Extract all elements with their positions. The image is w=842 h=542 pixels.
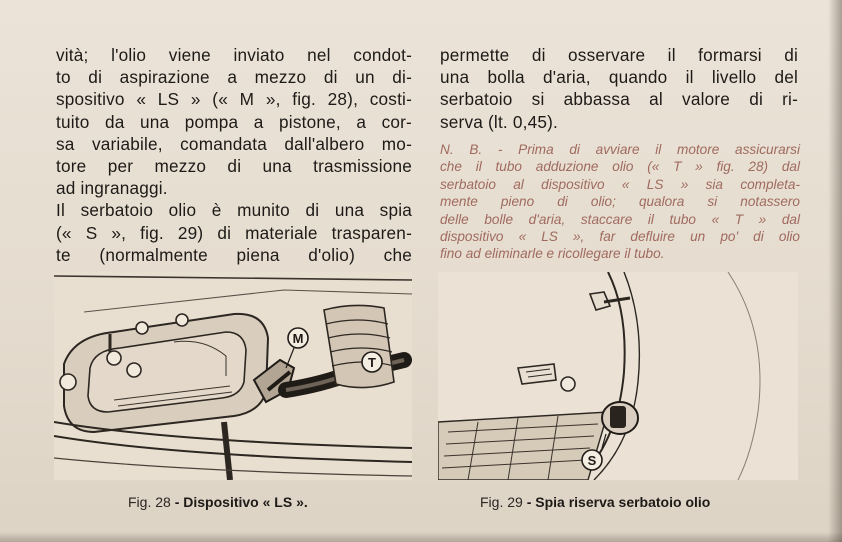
caption-number: Fig. 29 bbox=[480, 494, 523, 510]
text-line: vità; l'olio viene inviato nel condot- bbox=[56, 45, 412, 65]
note-line: serbatoio al dispositivo « LS » sia completa- bbox=[440, 176, 800, 192]
caption-separator: - bbox=[526, 494, 532, 510]
text-line: una bolla d'aria, quando il livello del bbox=[440, 67, 798, 88]
left-text-column bbox=[56, 44, 412, 266]
text-line: sa variabile, comandata dall'albero mo- bbox=[56, 133, 412, 154]
figure-29-illustration bbox=[438, 272, 798, 480]
note-line: fino ad eliminarle e ricollegare il tubo. bbox=[440, 246, 665, 262]
label-s: S bbox=[587, 453, 597, 468]
note-paragraph bbox=[440, 141, 800, 263]
text-line: permette di osservare il formarsi di bbox=[440, 45, 798, 65]
caption-title: Spia riserva serbatoio olio bbox=[535, 494, 711, 510]
page-edge-shadow bbox=[828, 0, 842, 542]
text-line: spositivo « LS » (« M », fig. 28), costi- bbox=[56, 89, 412, 110]
caption-separator: - bbox=[174, 494, 180, 510]
figure-28-illustration bbox=[54, 272, 412, 480]
text-line: (« S », fig. 29) di materiale trasparen- bbox=[56, 222, 412, 243]
text-line: serva (lt. 0,45). bbox=[440, 111, 559, 132]
note-line: N. B. - Prima di avviare il motore assicurarsi bbox=[440, 142, 800, 157]
text-line: te (normalmente piena d'olio) che bbox=[56, 244, 412, 265]
reserve-indicator-drawing bbox=[438, 272, 798, 480]
note-line: delle bolle d'aria, staccare il tubo « T » dal bbox=[440, 211, 800, 227]
text-line: tuito da una pompa a pistone, a cor- bbox=[56, 111, 412, 132]
label-t: T bbox=[368, 355, 376, 370]
text-line: to di aspirazione a mezzo di un di- bbox=[56, 67, 412, 88]
note-line: dispositivo « LS », far defluire un po' di olio bbox=[440, 229, 800, 245]
caption-number: Fig. 28 bbox=[128, 494, 171, 510]
note-line: mente pieno di olio; qualora si notassero bbox=[440, 194, 800, 210]
label-m: M bbox=[292, 331, 304, 346]
text-line: ad ingranaggi. bbox=[56, 178, 168, 199]
page-bottom-shadow bbox=[0, 532, 842, 542]
note-line: che il tubo adduzione olio (« T » fig. 28) dal bbox=[440, 159, 800, 175]
text-line: serbatoio si abbassa al valore di ri- bbox=[440, 89, 798, 110]
figure-28-caption bbox=[128, 494, 308, 510]
engine-drawing bbox=[54, 272, 412, 480]
text-line: tore per mezzo di una trasmissione bbox=[56, 156, 412, 177]
right-text-column bbox=[440, 44, 798, 133]
caption-title: Dispositivo « LS ». bbox=[183, 494, 308, 510]
text-line: Il serbatoio olio è munito di una spia bbox=[56, 200, 412, 221]
figure-29-caption bbox=[480, 494, 710, 510]
